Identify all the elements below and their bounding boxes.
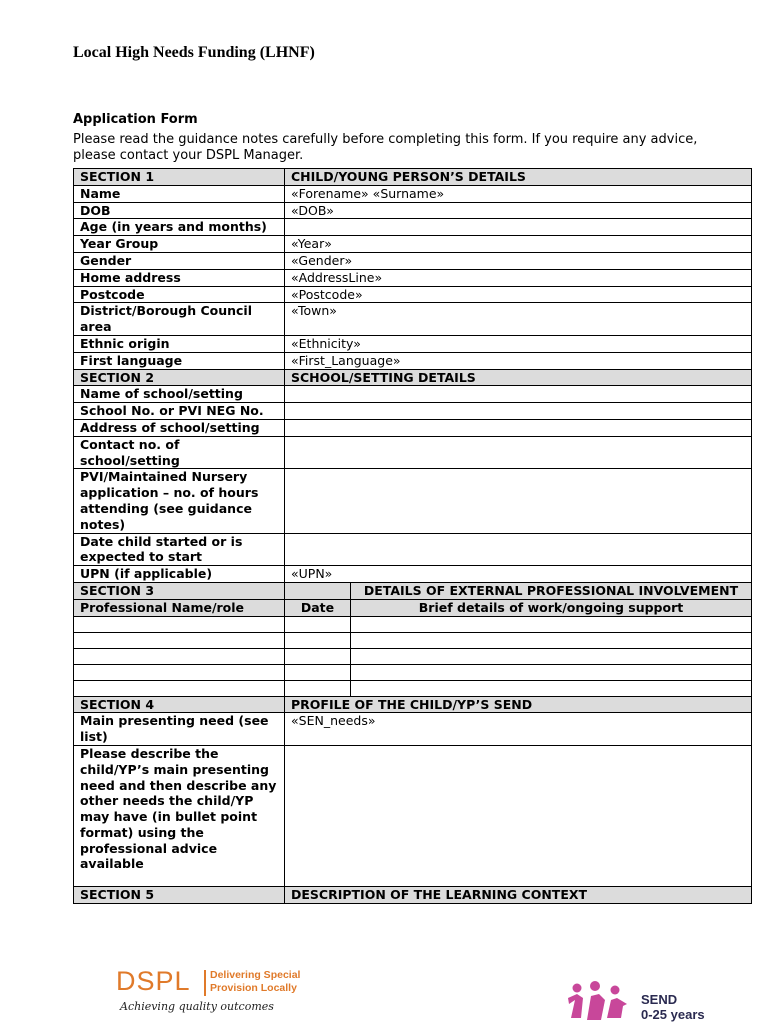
table-row — [74, 745, 752, 886]
field-label-school-address: Address of school/setting — [74, 419, 285, 436]
field-label-first-language: First language — [74, 352, 285, 369]
application-form-table — [73, 168, 752, 904]
field-value-gender[interactable]: «Gender» — [285, 252, 752, 269]
field-label-dob: DOB — [74, 202, 285, 219]
table-row — [74, 286, 752, 303]
field-value-age[interactable] — [285, 219, 752, 236]
field-label-school-contact: Contact no. of school/setting — [74, 436, 285, 469]
people-group-icon — [565, 978, 637, 1022]
table-row — [74, 335, 752, 352]
field-label-start-date: Date child started or is expected to start — [74, 533, 285, 566]
table-row — [74, 419, 752, 436]
field-label-main-need: Main presenting need (see list) — [74, 713, 285, 746]
send-line1: SEND — [641, 992, 678, 1007]
dspl-divider — [204, 970, 206, 996]
section-1-header — [74, 169, 752, 186]
section-1-label: SECTION 1 — [74, 169, 285, 186]
table-row — [74, 303, 752, 336]
table-row — [74, 252, 752, 269]
section-2-label: SECTION 2 — [74, 369, 285, 386]
table-row — [74, 269, 752, 286]
field-label-describe-need: Please describe the child/YP’s main presenting need and then describe any other needs the child/YP may have (in bullet point format) using the professional advice available — [74, 745, 285, 886]
column-header-date: Date — [285, 599, 351, 616]
dspl-name: DSPL — [116, 966, 191, 996]
section-3-title: DETAILS OF EXTERNAL PROFESSIONAL INVOLVEMENT — [351, 582, 752, 599]
professional-name-cell[interactable] — [74, 648, 285, 664]
field-value-year-group[interactable]: «Year» — [285, 236, 752, 253]
field-label-upn: UPN (if applicable) — [74, 566, 285, 583]
column-header-details: Brief details of work/ongoing support — [351, 599, 752, 616]
field-value-first-language[interactable]: «First_Language» — [285, 352, 752, 369]
field-value-name[interactable]: «Forename» «Surname» — [285, 185, 752, 202]
table-row — [74, 664, 752, 680]
field-label-year-group: Year Group — [74, 236, 285, 253]
dspl-tagline — [210, 969, 300, 995]
section-5-label: SECTION 5 — [74, 886, 285, 903]
table-row — [74, 680, 752, 696]
date-cell[interactable] — [285, 664, 351, 680]
send-line2: 0-25 years — [641, 1007, 705, 1022]
date-cell[interactable] — [285, 648, 351, 664]
details-cell[interactable] — [351, 664, 752, 680]
table-row — [74, 202, 752, 219]
table-row — [74, 533, 752, 566]
field-value-district[interactable]: «Town» — [285, 303, 752, 336]
section-2-header — [74, 369, 752, 386]
field-label-district: District/Borough Council area — [74, 303, 285, 336]
table-row — [74, 386, 752, 403]
dspl-tagline-line1: Delivering Special — [210, 969, 301, 981]
table-row — [74, 403, 752, 420]
section-4-label: SECTION 4 — [74, 696, 285, 713]
section-3-header — [74, 582, 752, 599]
column-header-professional: Professional Name/role — [74, 599, 285, 616]
section-5-header — [74, 886, 752, 903]
field-value-home-address[interactable]: «AddressLine» — [285, 269, 752, 286]
field-label-nursery-hours: PVI/Maintained Nursery application – no. of hours attending (see guidance notes) — [74, 469, 285, 533]
table-row — [74, 219, 752, 236]
professional-name-cell[interactable] — [74, 664, 285, 680]
section-3-label: SECTION 3 — [74, 582, 285, 599]
table-row — [74, 185, 752, 202]
section-2-title: SCHOOL/SETTING DETAILS — [285, 369, 752, 386]
field-value-school-number[interactable] — [285, 403, 752, 420]
send-text — [641, 992, 705, 1022]
dspl-logo — [116, 966, 316, 1016]
send-logo — [565, 978, 735, 1022]
field-label-school-name: Name of school/setting — [74, 386, 285, 403]
dspl-tagline-line2: Provision Locally — [210, 982, 297, 994]
section-3-spacer — [285, 582, 351, 599]
table-row — [74, 469, 752, 533]
date-cell[interactable] — [285, 632, 351, 648]
section-4-header — [74, 696, 752, 713]
date-cell[interactable] — [285, 680, 351, 696]
field-label-ethnic-origin: Ethnic origin — [74, 335, 285, 352]
document-title: Local High Needs Funding (LHNF) — [73, 44, 315, 61]
table-row — [74, 436, 752, 469]
field-value-school-address[interactable] — [285, 419, 752, 436]
section-1-title: CHILD/YOUNG PERSON’S DETAILS — [285, 169, 752, 186]
field-value-main-need[interactable]: «SEN_needs» — [285, 713, 752, 746]
details-cell[interactable] — [351, 632, 752, 648]
date-cell[interactable] — [285, 616, 351, 632]
table-row — [74, 236, 752, 253]
field-value-dob[interactable]: «DOB» — [285, 202, 752, 219]
field-value-school-name[interactable] — [285, 386, 752, 403]
section-3-column-headers — [74, 599, 752, 616]
field-value-ethnic-origin[interactable]: «Ethnicity» — [285, 335, 752, 352]
intro-text: Please read the guidance notes carefully before completing this form. If you require any advice, please contact your DSPL Manager. — [73, 132, 698, 163]
table-row — [74, 632, 752, 648]
field-label-gender: Gender — [74, 252, 285, 269]
section-5-title: DESCRIPTION OF THE LEARNING CONTEXT — [285, 886, 752, 903]
field-label-name: Name — [74, 185, 285, 202]
table-row — [74, 616, 752, 632]
details-cell[interactable] — [351, 680, 752, 696]
field-label-school-number: School No. or PVI NEG No. — [74, 403, 285, 420]
field-label-age: Age (in years and months) — [74, 219, 285, 236]
field-value-postcode[interactable]: «Postcode» — [285, 286, 752, 303]
dspl-motto: Achieving quality outcomes — [120, 1000, 274, 1013]
form-heading: Application Form — [73, 112, 198, 127]
table-row — [74, 566, 752, 583]
details-cell[interactable] — [351, 648, 752, 664]
field-label-postcode: Postcode — [74, 286, 285, 303]
field-value-upn[interactable]: «UPN» — [285, 566, 752, 583]
table-row — [74, 648, 752, 664]
table-row — [74, 352, 752, 369]
field-value-describe-need[interactable] — [285, 745, 752, 886]
table-row — [74, 713, 752, 746]
field-value-start-date[interactable] — [285, 533, 752, 566]
field-value-nursery-hours[interactable] — [285, 469, 752, 533]
section-4-title: PROFILE OF THE CHILD/YP’S SEND — [285, 696, 752, 713]
professional-name-cell[interactable] — [74, 680, 285, 696]
professional-name-cell[interactable] — [74, 616, 285, 632]
field-label-home-address: Home address — [74, 269, 285, 286]
professional-name-cell[interactable] — [74, 632, 285, 648]
field-value-school-contact[interactable] — [285, 436, 752, 469]
details-cell[interactable] — [351, 616, 752, 632]
